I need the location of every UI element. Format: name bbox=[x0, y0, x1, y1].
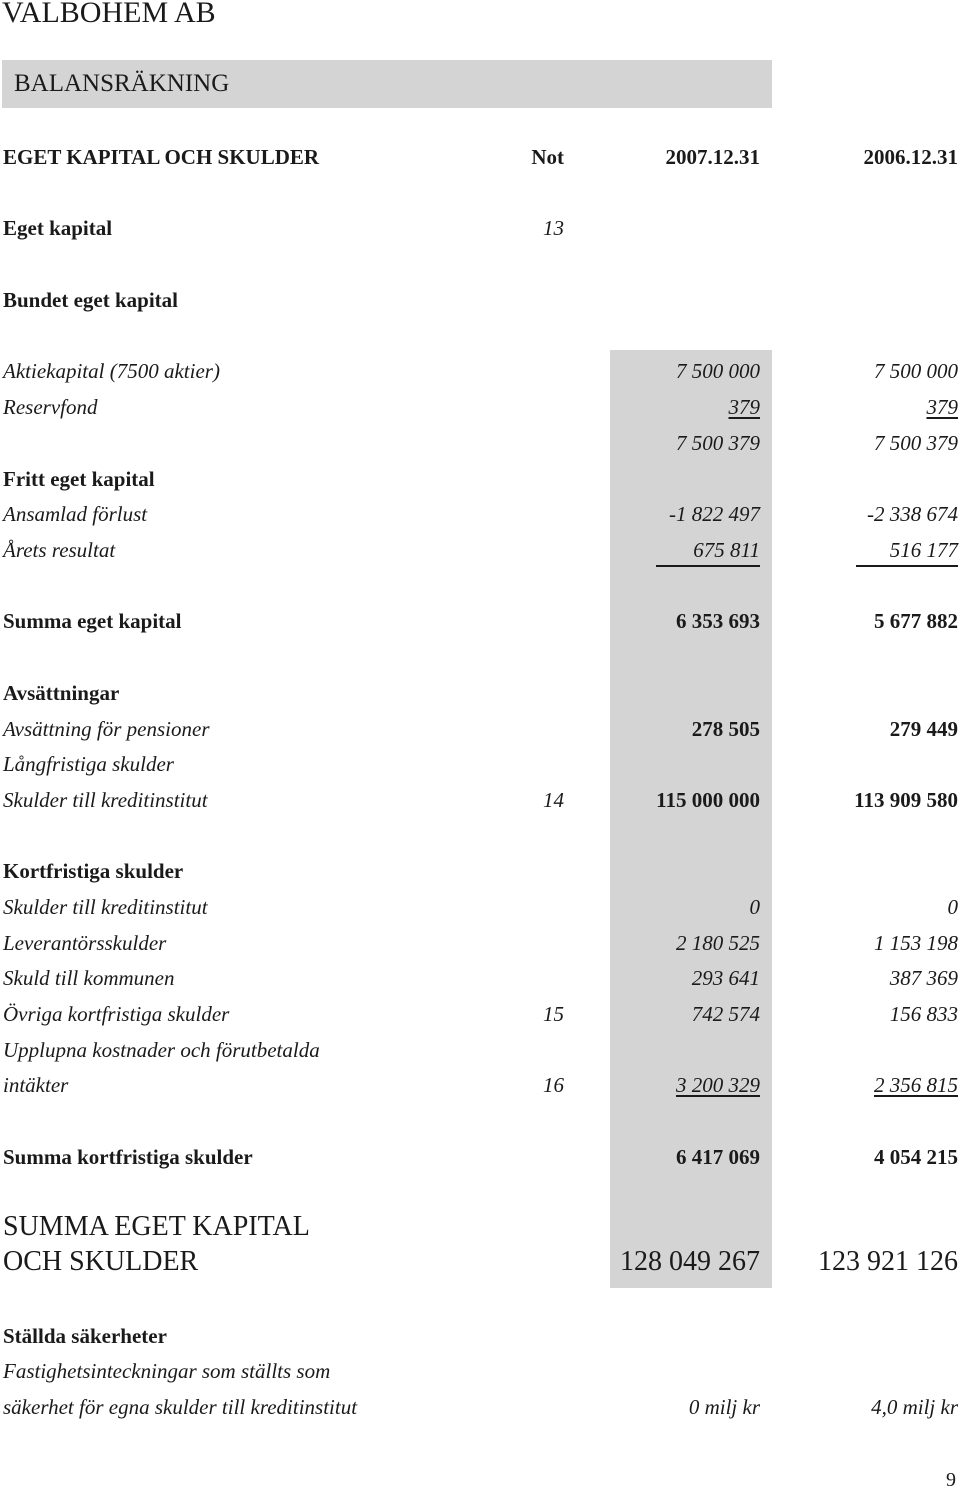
row-label: Bundet eget kapital bbox=[3, 288, 179, 312]
row-fastighet-line2 bbox=[0, 1391, 960, 1423]
row-label: intäkter bbox=[3, 1073, 69, 1097]
row-label: Avsättningar bbox=[3, 681, 120, 705]
section-title: BALANSRÄKNING bbox=[14, 70, 230, 97]
company-name: VALBOHEM AB bbox=[2, 0, 216, 29]
row-label: OCH SKULDER bbox=[3, 1246, 199, 1277]
sum-rule-2007 bbox=[656, 565, 760, 567]
row-label: Skulder till kreditinstitut bbox=[3, 788, 208, 812]
value-2006: 5 677 882 bbox=[874, 609, 958, 633]
value-2006: 279 449 bbox=[889, 717, 958, 741]
row-label: Summa kortfristiga skulder bbox=[3, 1145, 253, 1169]
value-2007: 0 bbox=[749, 895, 760, 919]
row-label: Kortfristiga skulder bbox=[3, 859, 184, 883]
row-label: Reservfond bbox=[3, 395, 98, 419]
value-2006: 379 bbox=[926, 395, 958, 419]
row-label: Eget kapital bbox=[3, 216, 113, 240]
value-2007: -1 822 497 bbox=[669, 502, 760, 526]
row-summa-eget-kapital bbox=[0, 605, 960, 637]
value-2006: 516 177 bbox=[889, 538, 958, 562]
row-label: Upplupna kostnader och förutbetalda bbox=[3, 1038, 320, 1062]
value-2007: 6 417 069 bbox=[676, 1145, 760, 1169]
row-leverantorsskulder bbox=[0, 927, 960, 959]
section-header-band bbox=[2, 60, 772, 108]
value-2007: 2 180 525 bbox=[676, 931, 760, 955]
value-2007: 7 500 379 bbox=[676, 431, 760, 455]
row-label: Skulder till kreditinstitut bbox=[3, 895, 208, 919]
value-2006: 2 356 815 bbox=[874, 1073, 958, 1097]
row-note: 14 bbox=[543, 788, 564, 812]
value-2007: 3 200 329 bbox=[676, 1073, 760, 1097]
row-label: Övriga kortfristiga skulder bbox=[3, 1002, 230, 1026]
column-header-2007: 2007.12.31 bbox=[665, 145, 760, 169]
column-header-2006: 2006.12.31 bbox=[863, 145, 958, 169]
row-aktiekapital bbox=[0, 355, 960, 387]
sum-rule-2006 bbox=[856, 565, 958, 567]
column-header-note: Not bbox=[531, 145, 564, 169]
row-label: Fastighetsinteckningar som ställts som bbox=[3, 1359, 331, 1383]
row-note: 15 bbox=[543, 1002, 564, 1026]
value-2006: 7 500 379 bbox=[874, 431, 958, 455]
row-upplupna-line2 bbox=[0, 1069, 960, 1101]
row-label: Avsättning för pensioner bbox=[3, 717, 210, 741]
value-2006: 123 921 126 bbox=[818, 1246, 958, 1277]
row-stallda-sakerheter bbox=[0, 1320, 960, 1352]
row-note: 13 bbox=[543, 216, 564, 240]
row-arets-resultat bbox=[0, 534, 960, 566]
row-fritt-eget-kapital bbox=[0, 463, 960, 495]
value-2006: -2 338 674 bbox=[867, 502, 958, 526]
column-header-label: EGET KAPITAL OCH SKULDER bbox=[3, 145, 320, 169]
value-2007: 379 bbox=[728, 395, 760, 419]
row-label: Årets resultat bbox=[3, 538, 116, 562]
row-label: SUMMA EGET KAPITAL bbox=[3, 1211, 310, 1242]
row-skulder-kreditinstitut-kort bbox=[0, 891, 960, 923]
value-2007: 6 353 693 bbox=[676, 609, 760, 633]
value-2006: 156 833 bbox=[889, 1002, 958, 1026]
row-fastighet-line1 bbox=[0, 1355, 960, 1387]
value-2006: 387 369 bbox=[889, 966, 958, 990]
row-bundet-eget-kapital bbox=[0, 284, 960, 316]
row-skulder-kreditinstitut-lang bbox=[0, 784, 960, 816]
row-label: säkerhet för egna skulder till kreditinstitut bbox=[3, 1395, 358, 1419]
value-2006: 4,0 milj kr bbox=[871, 1395, 958, 1419]
row-label: Långfristiga skulder bbox=[3, 752, 174, 776]
value-2007: 675 811 bbox=[693, 538, 760, 562]
row-avsattning-pensioner bbox=[0, 713, 960, 745]
row-total-line1 bbox=[0, 1209, 960, 1245]
value-2006: 113 909 580 bbox=[854, 788, 958, 812]
row-upplupna-line1 bbox=[0, 1034, 960, 1066]
row-note: 16 bbox=[543, 1073, 564, 1097]
row-skuld-kommunen bbox=[0, 962, 960, 994]
value-2006: 4 054 215 bbox=[874, 1145, 958, 1169]
page-number: 9 bbox=[946, 1469, 956, 1491]
row-ovriga-kortfristiga bbox=[0, 998, 960, 1030]
row-bundet-subtotal bbox=[0, 427, 960, 459]
row-label: Fritt eget kapital bbox=[3, 467, 155, 491]
row-label: Ställda säkerheter bbox=[3, 1324, 167, 1348]
row-label: Summa eget kapital bbox=[3, 609, 182, 633]
row-reservfond bbox=[0, 391, 960, 423]
row-eget-kapital bbox=[0, 212, 960, 244]
value-2007: 293 641 bbox=[691, 966, 760, 990]
row-label: Leverantörsskulder bbox=[3, 931, 167, 955]
value-2007: 742 574 bbox=[691, 1002, 760, 1026]
row-kortfristiga-skulder bbox=[0, 855, 960, 887]
value-2007: 128 049 267 bbox=[620, 1246, 760, 1277]
row-label: Skuld till kommunen bbox=[3, 966, 175, 990]
value-2006: 1 153 198 bbox=[874, 931, 958, 955]
value-2007: 7 500 000 bbox=[676, 359, 760, 383]
value-2006: 7 500 000 bbox=[874, 359, 958, 383]
value-2006: 0 bbox=[947, 895, 958, 919]
row-total-line2 bbox=[0, 1244, 960, 1280]
value-2007: 278 505 bbox=[691, 717, 760, 741]
row-langfristiga-skulder bbox=[0, 748, 960, 780]
row-summa-kortfristiga bbox=[0, 1141, 960, 1173]
value-2007: 115 000 000 bbox=[656, 788, 760, 812]
row-label: Aktiekapital (7500 aktier) bbox=[3, 359, 220, 383]
row-label: Ansamlad förlust bbox=[3, 502, 148, 526]
value-2007: 0 milj kr bbox=[688, 1395, 760, 1419]
row-avsattningar bbox=[0, 677, 960, 709]
column-header-row bbox=[0, 141, 960, 173]
row-ansamlad-forlust bbox=[0, 498, 960, 530]
